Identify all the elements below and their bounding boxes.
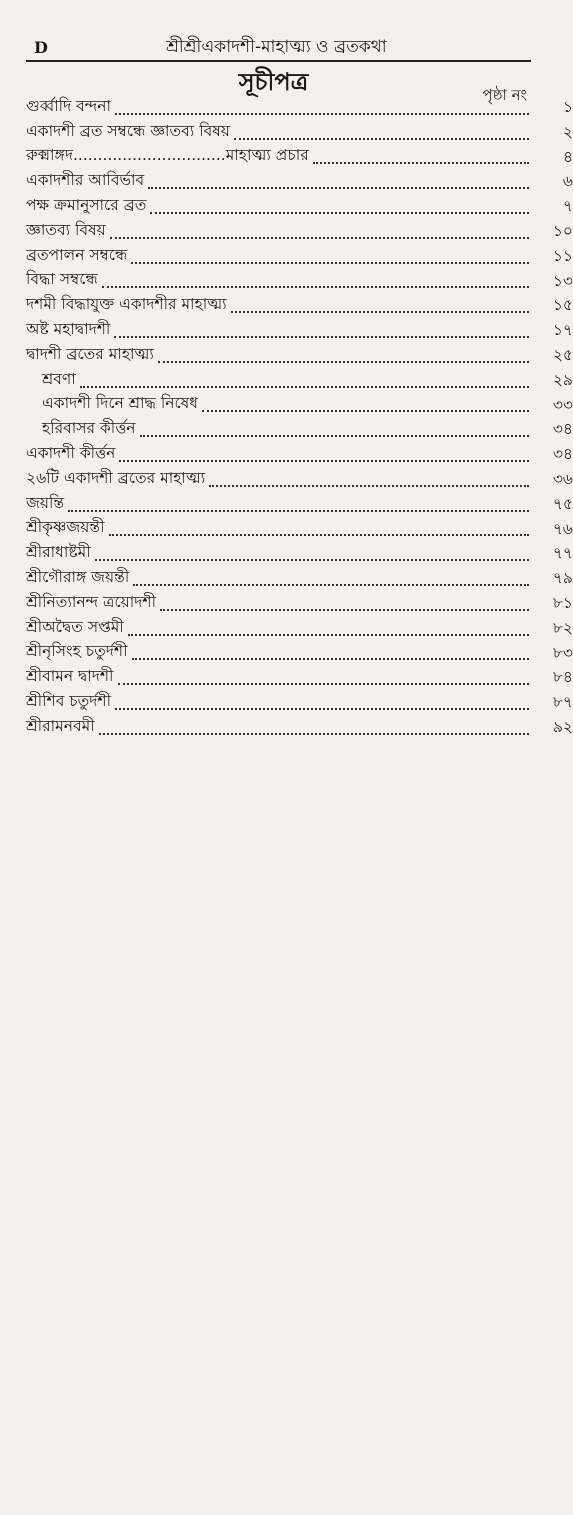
entry-title: পক্ষ ক্রমানুসারে ব্রত: [26, 193, 148, 219]
toc-entry: [26, 169, 573, 194]
header-title: শ্রীশ্রীএকাদশী-মাহাত্ম্য ও ব্রতকথা: [166, 37, 387, 57]
entry-title: একাদশী ব্রত সম্বন্ধে জ্ঞাতব্য বিষয়: [26, 119, 232, 145]
entry-page: ১১: [552, 246, 573, 265]
toc-entry: [26, 145, 573, 170]
toc-entry: [26, 95, 573, 120]
toc-entry: [26, 492, 573, 517]
entry-title: শ্রীনিত্যানন্দ ত্রয়োদশী: [26, 590, 158, 616]
toc-entry: [26, 269, 573, 294]
entry-page: ৮৪: [552, 668, 573, 687]
toc-entry: [26, 318, 573, 343]
entry-title: শ্রীনৃসিংহ চতুর্দশী: [26, 639, 130, 665]
header-letter: D: [34, 38, 48, 57]
toc-sub-entry: [26, 368, 573, 393]
entry-title: একাদশী দিনে শ্রাদ্ধ নিষেধ: [26, 391, 200, 417]
toc-entry: [26, 343, 573, 368]
toc-entry: [26, 517, 573, 542]
toc-entry: [26, 541, 573, 566]
toc-sub-entry: [26, 417, 573, 442]
entry-title: শ্রীশিব চতুর্দশী: [26, 689, 113, 715]
entry-title: দশমী বিদ্ধাযুক্ত একাদশীর মাহাত্ম্য: [26, 292, 229, 318]
entry-title: গুর্ব্বাদি বন্দনা: [26, 94, 113, 120]
entry-page: ২: [562, 122, 573, 141]
entry-title: শ্রীরামনবমী: [26, 714, 97, 740]
entry-title: রুক্মাঙ্গদ...............................মাহাত্ম্য প্রচার: [26, 143, 311, 169]
toc-entry: [26, 219, 573, 244]
toc-entry: [26, 194, 573, 219]
toc-title: সূচীপত্র: [238, 68, 309, 96]
entry-page: ৮২: [552, 618, 573, 637]
entry-title: শ্রীগৌরাঙ্গ জয়ন্তী: [26, 565, 131, 591]
running-header: [26, 30, 531, 62]
toc-entry: [26, 616, 573, 641]
entry-page: ২৫: [552, 345, 573, 364]
entry-page: ১০: [552, 221, 573, 240]
toc-entry: [26, 566, 573, 591]
entry-page: ১৫: [552, 296, 573, 315]
toc-entry: [26, 641, 573, 666]
entry-page: ৩৩: [552, 395, 573, 414]
entry-title: শ্রীবামন দ্বাদশী: [26, 664, 116, 690]
entry-page: ৯২: [552, 717, 573, 736]
entry-title: অষ্ট মহাদ্বাদশী: [26, 317, 112, 343]
toc-entry: [26, 244, 573, 269]
entry-page: ৮১: [552, 593, 573, 612]
entry-page: ৭৫: [552, 494, 573, 513]
entry-title: জয়ন্তি: [26, 491, 66, 517]
entry-title: ২৬টি একাদশী ব্রতের মাহাত্ম্য: [26, 466, 207, 492]
toc-entry: [26, 715, 573, 740]
entry-title: বিদ্ধা সম্বন্ধে: [26, 267, 100, 293]
toc-entry: [26, 293, 573, 318]
entry-title: ব্রতপালন সম্বন্ধে: [26, 243, 129, 269]
entry-page: ১: [562, 98, 573, 116]
entry-page: ২৯: [552, 370, 573, 389]
entry-title: জ্ঞাতব্য বিষয়: [26, 218, 108, 244]
entry-page: ৬: [562, 172, 573, 191]
entry-page: ৩৪: [552, 420, 573, 439]
entry-page: ৩৬: [552, 469, 573, 488]
entry-title: শ্রীরাধাষ্টমী: [26, 540, 93, 566]
entry-title: শ্রীঅদ্বৈত সপ্তমী: [26, 615, 126, 641]
entry-page: ১৩: [552, 271, 573, 290]
entry-title: শ্রীকৃষ্ণজয়ন্তী: [26, 515, 107, 541]
entry-page: ৭৯: [552, 569, 573, 588]
toc-sub-entry: [26, 393, 573, 418]
entry-title: দ্বাদশী ব্রতের মাহাত্ম্য: [26, 342, 156, 368]
page-number-label: পৃষ্ঠা নং: [482, 86, 527, 104]
entry-title: একাদশী কীর্ত্তন: [26, 441, 117, 467]
entry-page: ৭: [562, 197, 573, 216]
toc-entry: [26, 442, 573, 467]
entry-page: ৮৩: [552, 643, 573, 662]
entry-page: ৭৬: [552, 519, 573, 538]
entry-title: একাদশীর আবির্ভাব: [26, 168, 146, 194]
toc-entry: [26, 120, 573, 145]
toc-entry: [26, 690, 573, 715]
entry-page: ৪: [562, 147, 573, 166]
entry-page: ১৭: [552, 321, 573, 340]
toc-entry: [26, 665, 573, 690]
entry-title: শ্রবণা: [26, 367, 78, 393]
toc-entry: [26, 591, 573, 616]
table-of-contents: [26, 95, 573, 740]
entry-page: ৭৭: [552, 544, 573, 563]
entry-page: ৩৪: [552, 445, 573, 464]
entry-page: ৮৭: [552, 693, 573, 712]
toc-entry: [26, 467, 573, 492]
entry-title: হরিবাসর কীর্ত্তন: [26, 416, 138, 442]
